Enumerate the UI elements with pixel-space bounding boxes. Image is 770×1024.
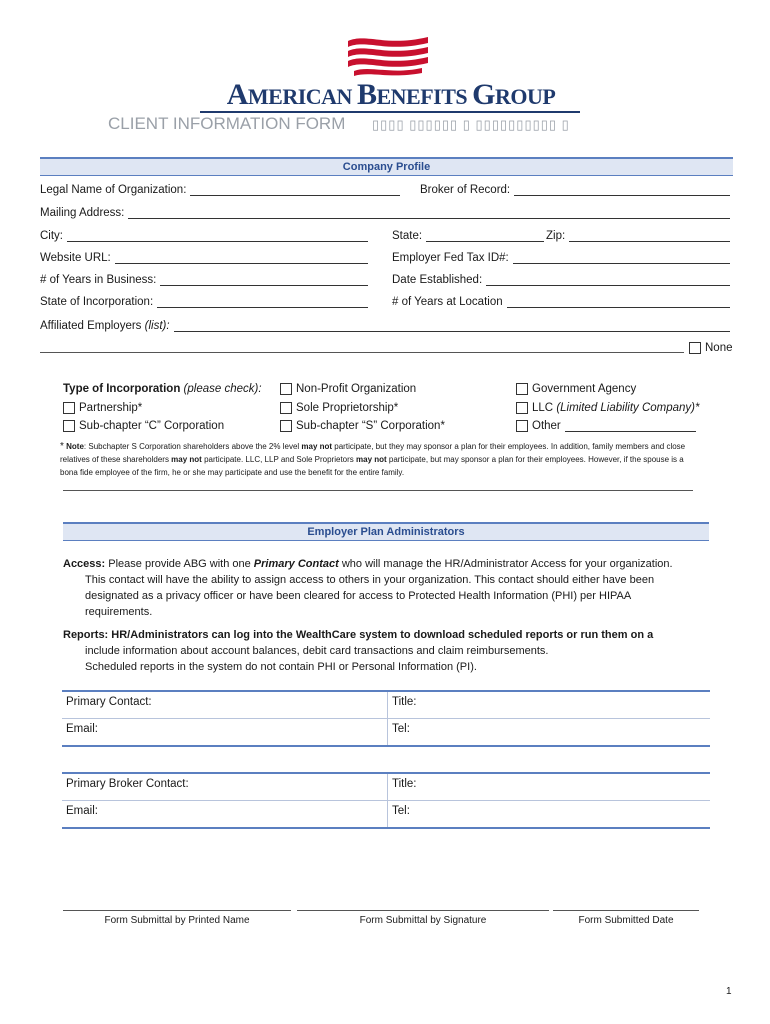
company-logo: AMERICAN BENEFITS GROUP <box>226 78 556 111</box>
form-title: CLIENT INFORMATION FORM <box>108 114 346 133</box>
page-number: 1 <box>726 986 732 997</box>
incorporation-heading: Type of Incorporation (please check): <box>63 383 262 395</box>
signature-label: Form Submittal by Signature <box>359 915 487 926</box>
logo-divider <box>200 111 580 113</box>
broker-tel-cell[interactable]: Tel: <box>392 805 410 817</box>
non-profit-checkbox[interactable]: Non-Profit Organization <box>280 383 416 395</box>
sub-chapter-c-checkbox[interactable]: Sub-chapter “C” Corporation <box>63 420 224 432</box>
government-agency-checkbox[interactable]: Government Agency <box>516 383 636 395</box>
city-field[interactable]: City: <box>40 230 368 242</box>
primary-contact-cell[interactable]: Primary Contact: <box>62 692 388 718</box>
state-of-incorporation-field[interactable]: State of Incorporation: <box>40 296 368 308</box>
table-row <box>62 718 710 745</box>
none-checkbox[interactable]: None <box>689 342 733 354</box>
broker-title-cell[interactable]: Title: <box>392 778 417 790</box>
primary-broker-contact-cell[interactable]: Primary Broker Contact: <box>62 774 388 800</box>
email-cell[interactable]: Email: <box>62 719 388 745</box>
note-divider <box>63 490 693 491</box>
affiliated-employers-field[interactable]: Affiliated Employers (list): <box>40 320 730 332</box>
reports-paragraph: Reports: HR/Administrators can log into the WealthCare system to download scheduled reports or run them on a include information about account balances, debit card transactions and claim reimbursements. Scheduled reports in the system do not contain PHI or Personal Information (PI). <box>63 629 654 673</box>
printed-name-line[interactable] <box>63 910 291 911</box>
other-checkbox[interactable]: Other <box>516 420 696 432</box>
primary-contact-table <box>62 690 710 747</box>
checkbox-icon[interactable] <box>689 342 701 354</box>
flag-logo-icon <box>346 33 430 77</box>
legal-name-field[interactable]: Legal Name of Organization: <box>40 184 400 196</box>
table-row <box>62 692 710 718</box>
broker-email-cell[interactable]: Email: <box>62 801 388 827</box>
date-established-field[interactable]: Date Established: <box>392 274 730 286</box>
llc-checkbox[interactable]: LLC (Limited Liability Company)* <box>516 402 699 414</box>
affiliated-employers-line-2[interactable] <box>40 352 684 353</box>
fed-tax-id-field[interactable]: Employer Fed Tax ID#: <box>392 252 730 264</box>
broker-of-record-field[interactable]: Broker of Record: <box>420 184 730 196</box>
sub-chapter-s-checkbox[interactable]: Sub-chapter “S” Corporation* <box>280 420 445 432</box>
state-field[interactable]: State: <box>392 230 544 242</box>
years-in-business-field[interactable]: # of Years in Business: <box>40 274 368 286</box>
form-title-trailing: ▯▯▯▯ ▯▯▯▯▯▯ ▯ ▯▯▯▯▯▯▯▯▯▯ ▯ <box>372 117 570 132</box>
plan-administrators-header: Employer Plan Administrators <box>63 522 709 541</box>
title-cell[interactable]: Title: <box>392 696 417 708</box>
tel-cell[interactable]: Tel: <box>392 723 410 735</box>
partnership-checkbox[interactable]: Partnership* <box>63 402 142 414</box>
website-url-field[interactable]: Website URL: <box>40 252 368 264</box>
mailing-address-field[interactable]: Mailing Address: <box>40 207 730 219</box>
years-at-location-field[interactable]: # of Years at Location <box>392 296 730 308</box>
zip-field[interactable]: Zip: <box>546 230 730 242</box>
signature-line[interactable] <box>297 910 549 911</box>
broker-contact-table <box>62 772 710 829</box>
sole-proprietorship-checkbox[interactable]: Sole Proprietorship* <box>280 402 398 414</box>
company-profile-header: Company Profile <box>40 157 733 176</box>
date-label: Form Submitted Date <box>578 915 674 926</box>
access-paragraph: Access: Please provide ABG with one Primary Contact who will manage the HR/Administrator Access for your organization. This contact will have the ability to assign access to others in your organization. This contact should either have been designated as a privacy officer or have been cleared for access to Protected Health Information (PHI) per HIPAA requirements. <box>63 558 673 618</box>
table-row <box>62 774 710 800</box>
printed-name-label: Form Submittal by Printed Name <box>104 915 250 926</box>
incorporation-note: * Note: Subchapter S Corporation shareholders above the 2% level may not participate, but they may sponsor a plan for their employees. In addition, family members and close relatives of these shareholders may not participate. LLC, LLP and Sole Proprietors may not participate, but may sponsor a plan for their employees. However, if the spouse is a bona fide employee of the firm, he or she may participate and use the benefit for the entire family. <box>60 441 686 477</box>
date-line[interactable] <box>553 910 699 911</box>
table-row <box>62 800 710 827</box>
